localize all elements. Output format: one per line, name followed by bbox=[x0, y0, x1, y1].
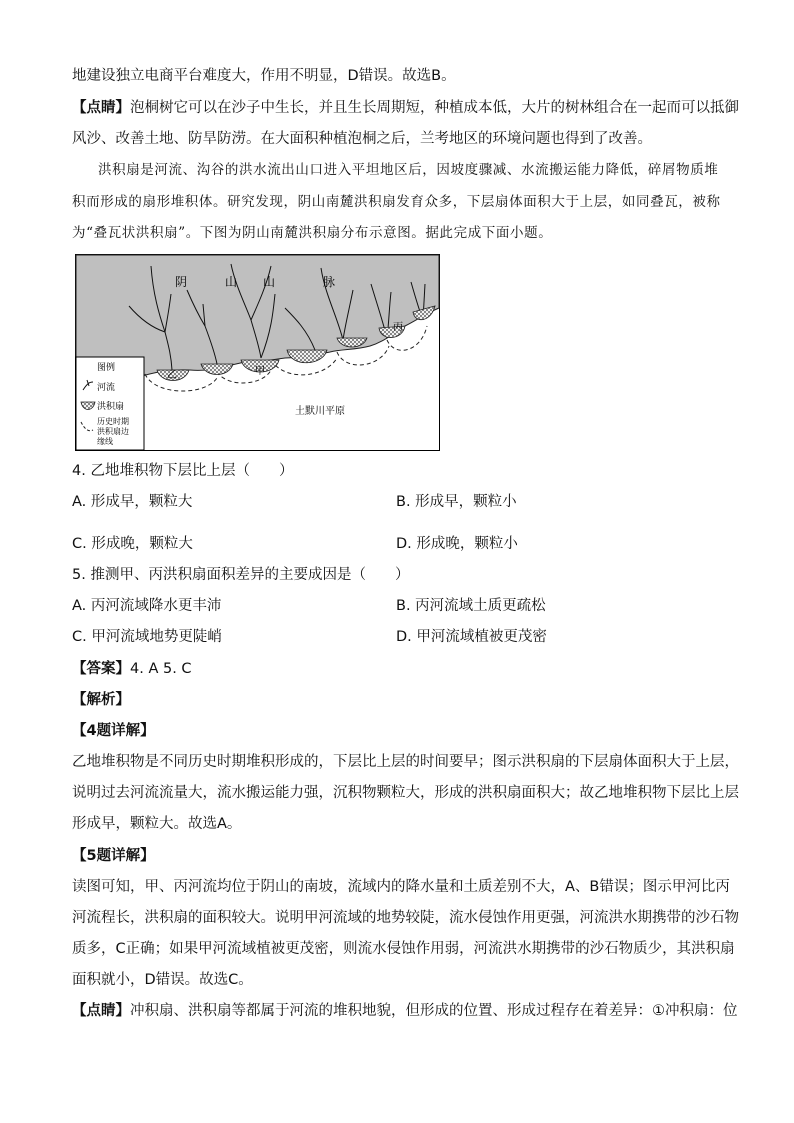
legend-title: 图例 bbox=[97, 363, 116, 373]
d4-line-2: 说明过去河流流量大，流水搬运能力强，沉积物颗粒大，形成的洪积扇面积大；故乙地堆积物下层比上层 bbox=[72, 785, 739, 801]
passage-line-3: 为“叠瓦状洪积扇”。下图为阴山南麓洪积扇分布示意图。据此完成下面小题。 bbox=[72, 225, 553, 241]
answer-text: 4. A 5. C bbox=[130, 661, 192, 677]
q4-option-a: A. 形成早，颗粒大 bbox=[72, 494, 193, 510]
d4-line-3: 形成早，颗粒大。故选A。 bbox=[72, 816, 242, 832]
q4-stem: 4. 乙地堆积物下层比上层（ ） bbox=[72, 463, 294, 479]
alluvial-fan-map bbox=[75, 254, 440, 451]
passage-line-1: 洪积扇是河流、沟谷的洪水流出山口进入平坦地区后，因坡度骤减、水流搬运能力降低，碎屑物质堆 bbox=[98, 162, 719, 178]
tip2-tag: 【点睛】 bbox=[72, 1003, 130, 1019]
q5-option-a: A. 丙河流域降水更丰沛 bbox=[72, 598, 222, 614]
intro-line-1: 地建设独立电商平台难度大，作用不明显，D错误。故选B。 bbox=[72, 68, 456, 84]
answer-tag: 【答案】 bbox=[72, 661, 130, 677]
q4-option-c: C. 形成晚，颗粒大 bbox=[72, 536, 193, 552]
d4-tag: 【4题详解】 bbox=[72, 723, 155, 739]
tip2-text: 冲积扇、洪积扇等都属于河流的堆积地貌，但形成的位置、形成过程存在着差异：①冲积扇：位 bbox=[130, 1003, 738, 1019]
answer-line bbox=[72, 659, 192, 679]
d5-line-3: 质多，C正确；如果甲河流域植被更茂密，则流水侵蚀作用弱，河流洪水期携带的沙石物质少，其洪积扇 bbox=[72, 941, 735, 957]
legend-fan: 洪积扇 bbox=[97, 402, 125, 412]
d5-line-2: 河流程长，洪积扇的面积较大。说明甲河流域的地势较陡，流水侵蚀作用更强，河流洪水期携带的沙石物 bbox=[72, 910, 739, 926]
analysis-tag: 【解析】 bbox=[72, 692, 130, 708]
d5-line-1: 读图可知，甲、丙河流均位于阴山的南坡，流域内的降水量和土质差别不大，A、B错误；图示甲河比丙 bbox=[72, 879, 730, 895]
legend-river: 河流 bbox=[97, 383, 116, 393]
legend-edge-2: 洪积扇边 bbox=[97, 427, 129, 436]
q4-option-b: B. 形成早，颗粒小 bbox=[396, 494, 517, 510]
tip-tag: 【点睛】 bbox=[72, 100, 130, 116]
legend-edge-3: 缘线 bbox=[97, 437, 113, 446]
tip-line-2: 风沙、改善土地、防旱防涝。在大面积种植泡桐之后，兰考地区的环境问题也得到了改善。 bbox=[72, 131, 652, 147]
plain-label: 土默川平原 bbox=[295, 406, 345, 417]
mountain-char-2: 山 bbox=[225, 275, 238, 289]
legend-edge-1: 历史时期 bbox=[97, 417, 129, 426]
mountain-char-3: 山 bbox=[263, 275, 276, 289]
mountain-char-1: 阴 bbox=[175, 275, 188, 289]
fan-label-yi: 乙 bbox=[167, 370, 177, 381]
q5-option-d: D. 甲河流域植被更茂密 bbox=[396, 629, 547, 645]
d4-line-1: 乙地堆积物是不同历史时期堆积形成的，下层比上层的时间要早；图示洪积扇的下层扇体面积大于上层， bbox=[72, 754, 739, 770]
q5-option-b: B. 丙河流域土质更疏松 bbox=[396, 598, 546, 614]
fan-label-bing: 丙 bbox=[393, 322, 403, 333]
d5-tag: 【5题详解】 bbox=[72, 848, 155, 864]
d5-line-4: 面积就小，D错误。故选C。 bbox=[72, 972, 253, 988]
mountain-char-4: 脉 bbox=[323, 275, 336, 289]
fan-label-jia: 甲 bbox=[255, 366, 265, 377]
tip-text-1: 泡桐树它可以在沙子中生长，并且生长周期短，种植成本低，大片的树林组合在一起而可以抵御 bbox=[130, 100, 739, 116]
tip2-line bbox=[72, 1001, 738, 1021]
passage-line-2: 积而形成的扇形堆积体。研究发现，阴山南麓洪积扇发育众多，下层扇体面积大于上层，如同叠瓦，被称 bbox=[72, 194, 721, 210]
legend bbox=[76, 357, 144, 450]
tip-line-1 bbox=[72, 98, 739, 118]
q4-option-d: D. 形成晚，颗粒小 bbox=[396, 536, 518, 552]
q5-stem: 5. 推测甲、丙洪积扇面积差异的主要成因是（ ） bbox=[72, 567, 410, 583]
q5-option-c: C. 甲河流域地势更陡峭 bbox=[72, 629, 222, 645]
